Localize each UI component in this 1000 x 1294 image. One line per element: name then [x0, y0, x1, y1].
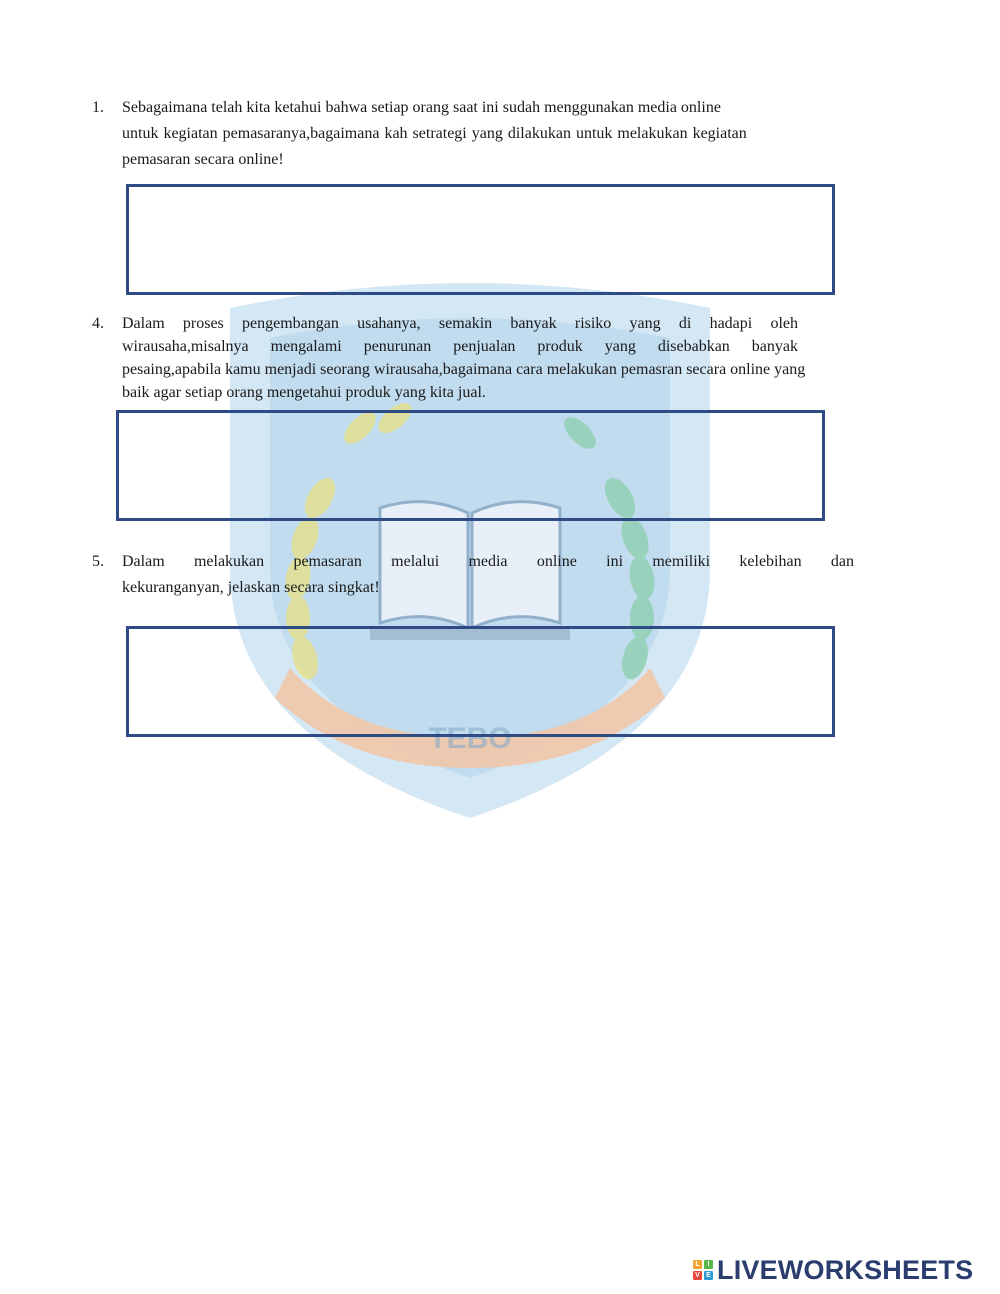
answer-box-1[interactable]: [126, 184, 835, 295]
liveworksheets-logo: [693, 1254, 973, 1286]
question-number: 5.: [92, 553, 104, 570]
question-line: wirausaha,misalnya mengalami penurunan penjualan produk yang disebabkan banyak: [122, 338, 798, 355]
question-text: [122, 312, 882, 404]
logo-square: I: [704, 1260, 713, 1269]
question-line: Sebagaimana telah kita ketahui bahwa setiap orang saat ini sudah menggunakan media online: [122, 99, 721, 116]
logo-square: L: [693, 1260, 702, 1269]
question-number: 4.: [92, 315, 104, 332]
question-line: pesaing,apabila kamu menjadi seorang wirausaha,bagaimana cara melakukan pemasran secara online yang: [122, 361, 806, 378]
svg-text:TEBO: TEBO: [428, 722, 512, 755]
question-4: [92, 312, 892, 404]
question-line: untuk kegiatan pemasaranya,bagaimana kah setrategi yang dilakukan untuk melakukan kegiatan: [122, 125, 747, 142]
logo-square: V: [693, 1271, 702, 1280]
question-line: Dalam melakukan pemasaran melalui media online ini memiliki kelebihan dan: [122, 553, 854, 570]
question-line: pemasaran secara online!: [122, 151, 284, 168]
question-5: [92, 550, 872, 600]
answer-box-4[interactable]: [116, 410, 825, 521]
question-line: baik agar setiap orang mengetahui produk yang kita jual.: [122, 384, 486, 401]
logo-wordmark: LIVEWORKSHEETS: [717, 1254, 974, 1285]
question-number: 1.: [92, 99, 104, 116]
answer-box-5[interactable]: [126, 626, 835, 737]
question-line: Dalam proses pengembangan usahanya, semakin banyak risiko yang di hadapi oleh: [122, 315, 798, 332]
question-line: kekuranganyan, jelaskan secara singkat!: [122, 579, 380, 596]
question-text: [122, 96, 822, 171]
question-1: [92, 96, 872, 168]
question-text: [122, 550, 862, 599]
live-squares-icon: [693, 1260, 713, 1280]
logo-square: E: [704, 1271, 713, 1280]
